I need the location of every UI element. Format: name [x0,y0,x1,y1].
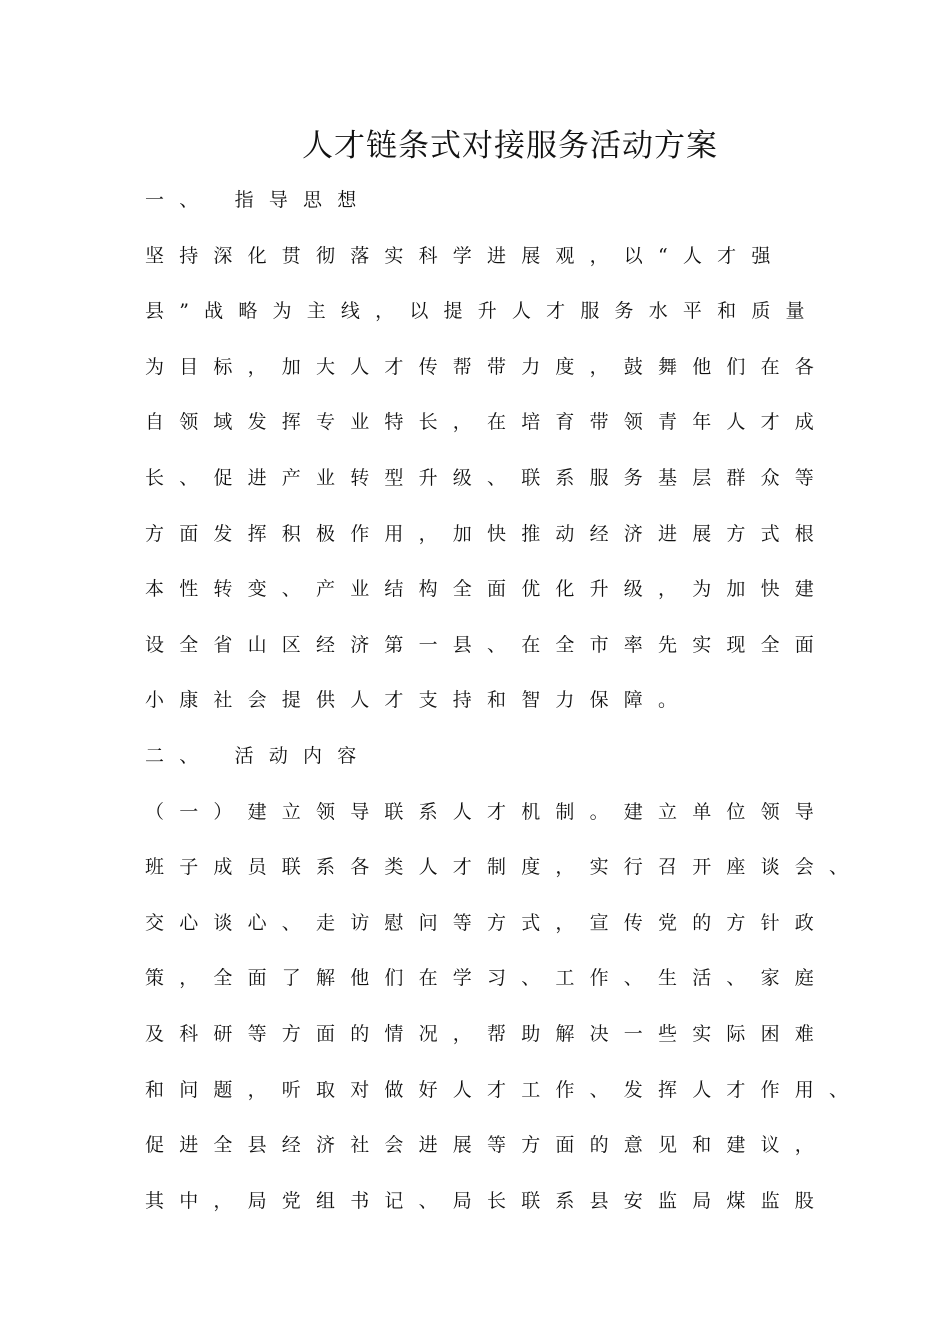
paragraph-line: 方面发挥积极作用，加快推动经济进展方式根 [145,522,830,545]
paragraph-line: 自领域发挥专业特长，在培育带领青年人才成 [145,411,830,434]
paragraph-line: 为目标，加大人才传帮带力度，鼓舞他们在各 [145,355,830,378]
paragraph-line: 坚持深化贯彻落实科学进展观，以“人才强 [145,244,786,267]
paragraph-line: 设全省山区经济第一县、在全市率先实现全面 [145,633,830,656]
paragraph-line: 县”战略为主线，以提升人才服务水平和质量 [145,300,820,323]
paragraph-line: 交心谈心、走访慰问等方式，宣传党的方针政 [145,911,830,934]
section-heading-guiding-thought: 一、 指导思想 [145,189,372,211]
paragraph-line: 策，全面了解他们在学习、工作、生活、家庭 [145,967,830,990]
document-title: 人才链条式对接服务活动方案 [302,128,718,164]
paragraph-line: （一）建立领导联系人才机制。建立单位领导 [145,800,830,823]
paragraph-line: 和问题，听取对做好人才工作、发挥人才作用、 [145,1078,864,1101]
section-heading-activity-content: 二、 活动内容 [145,744,372,767]
document-body [145,180,864,1236]
paragraph-line: 其中，局党组书记、局长联系县安监局煤监股 [145,1189,830,1212]
paragraph-line: 班子成员联系各类人才制度，实行召开座谈会、 [145,856,864,879]
paragraph-line: 长、促进产业转型升级、联系服务基层群众等 [145,466,830,489]
paragraph-line: 促进全县经济社会进展等方面的意见和建议， [145,1134,830,1157]
paragraph-line: 及科研等方面的情况，帮助解决一些实际困难 [145,1022,830,1045]
paragraph-line: 本性转变、产业结构全面优化升级，为加快建 [145,578,830,601]
paragraph-line: 小康社会提供人才支持和智力保障。 [145,689,693,712]
